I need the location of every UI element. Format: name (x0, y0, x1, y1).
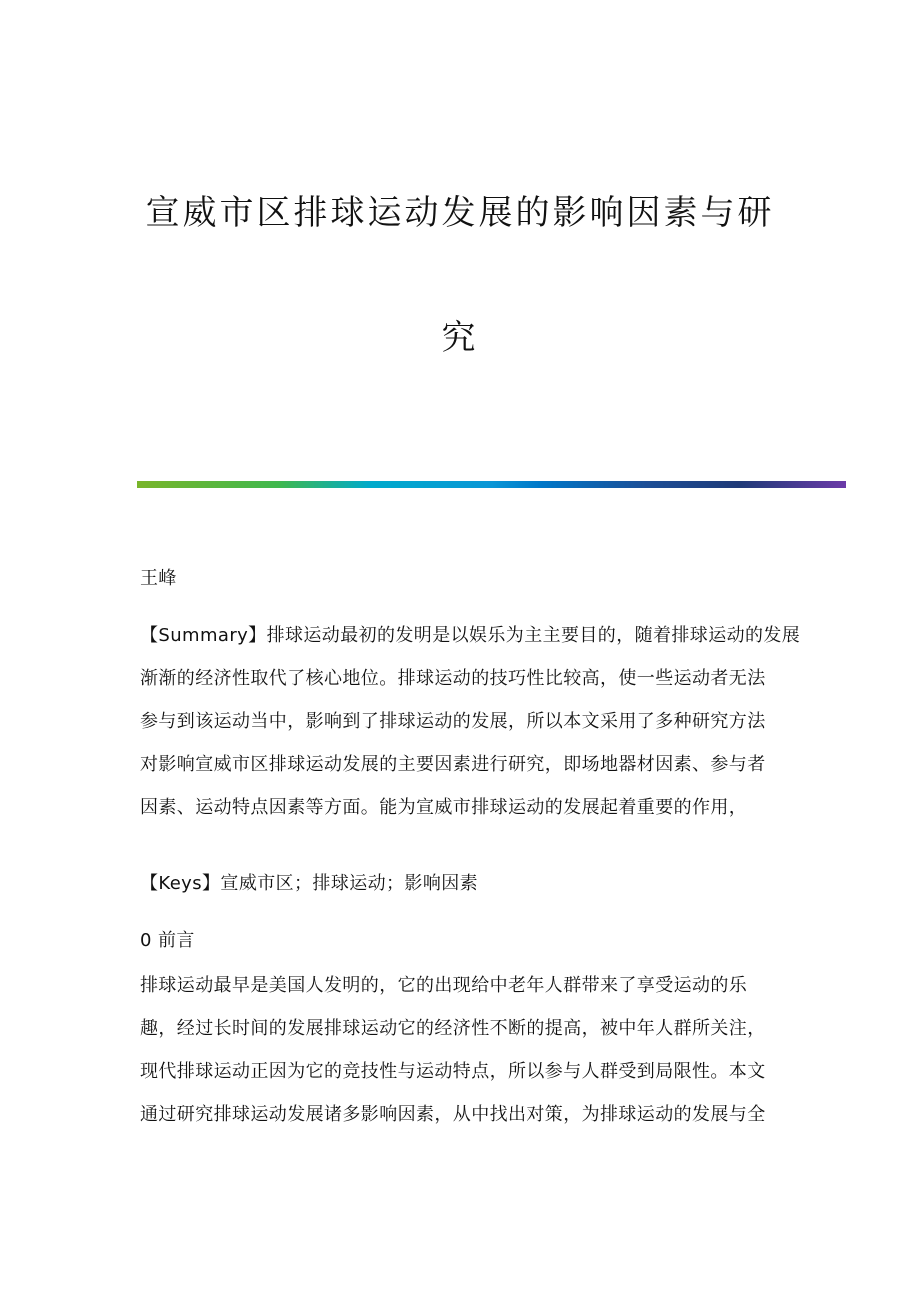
paragraph-line: 通过研究排球运动发展诸多影响因素，从中找出对策，为排球运动的发展与全 (140, 1104, 766, 1125)
summary-text: 排球运动最初的发明是以娱乐为主主要目的，随着排球运动的发展 (266, 625, 801, 646)
keywords-line (140, 872, 478, 896)
author: 王峰 (140, 568, 177, 589)
section-heading: 0 前言 (140, 930, 195, 951)
summary-line: 对影响宣威市区排球运动发展的主要因素进行研究，即场地器材因素、参与者 (140, 754, 766, 775)
summary-line: 渐渐的经济性取代了核心地位。排球运动的技巧性比较高，使一些运动者无法 (140, 668, 766, 689)
paragraph-line: 趣，经过长时间的发展排球运动它的经济性不断的提高，被中年人群所关注， (140, 1018, 766, 1039)
document-title-line-2: 究 (441, 318, 479, 358)
summary-label: 【Summary】 (140, 625, 267, 646)
paragraph-line: 现代排球运动正因为它的竞技性与运动特点，所以参与人群受到局限性。本文 (140, 1061, 766, 1082)
gradient-divider (137, 481, 846, 488)
keys-label: 【Keys】 (140, 873, 221, 894)
paragraph-line: 排球运动最早是美国人发明的，它的出现给中老年人群带来了享受运动的乐 (140, 975, 748, 996)
summary-line (140, 624, 800, 648)
document-title-line-1: 宣威市区排球运动发展的影响因素与研 (145, 193, 775, 233)
summary-line: 参与到该运动当中，影响到了排球运动的发展，所以本文采用了多种研究方法 (140, 711, 766, 732)
summary-line: 因素、运动特点因素等方面。能为宣威市排球运动的发展起着重要的作用， (140, 797, 748, 818)
keys-text: 宣威市区；排球运动；影响因素 (220, 873, 479, 894)
